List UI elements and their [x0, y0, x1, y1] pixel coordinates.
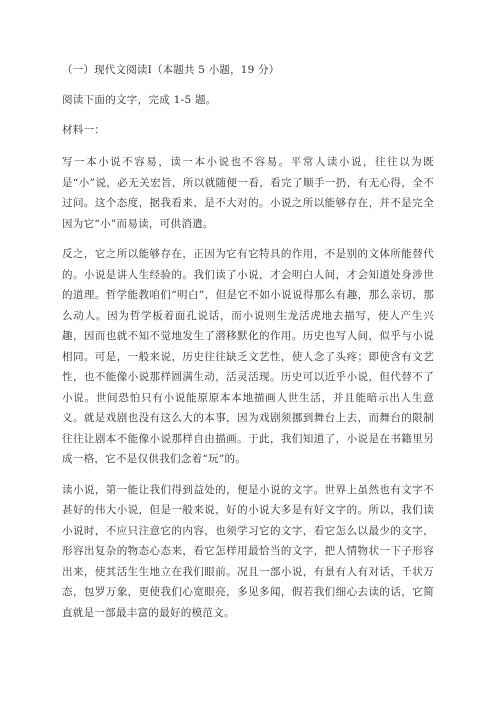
paragraph-1: 写一本小说不容易，读一本小说也不容易。平常人读小说，往往以为既是“小”说，必无关宏旨，所以就随便一看，看完了顺手一扔，有无心得，全不过问。这个态度，据我看来，是不大对的。小说之所以能够存在，并不是完全因为它“小”而易读，可供消遣。: [62, 156, 434, 230]
section-heading: （一）现代文阅读Ⅰ（本题共 5 小题，19 分）: [62, 64, 280, 76]
instruction-text: 阅读下面的文字，完成 1-5 题。: [62, 94, 217, 106]
document-page: [62, 62, 434, 633]
paragraph-2: 反之，它之所以能够存在，正因为它有它特具的作用，不是别的文体所能替代的。小说是讲人生经验的。我们读了小说，才会明白人间，才会知道处身涉世的道理。哲学能教咱们“明白”，但是它不如小说说得那么有趣，那么亲切，那么动人。因为哲学板着面孔说话，而小说则生龙活虎地去描写，使人产生兴趣，因而也就不知不觉地发生了潜移默化的作用。历史也写人间，似乎与小说相同。可是，一般来说，历史往往缺乏文艺性，使人念了头疼；即使含有文艺性，也不能像小说那样圆满生动，活灵活现。历史可以近乎小说，但代替不了小说。世间恐怕只有小说能原原本本地描画人世生活，并且能暗示出人生意义。就是戏剧也没有这么大的本事，因为戏剧须挪到舞台上去，而舞台的限制往往让剧本不能像小说那样自由描画。于此，我们知道了，小说是在书籍里另成一格，它不是仅供我们念着“玩”的。: [62, 248, 434, 465]
paragraph-3: 读小说，第一能让我们得到益处的，便是小说的文字。世界上虽然也有文字不甚好的伟大小说，但是一般来说，好的小说大多是有好文字的。所以，我们读小说时，不应只注意它的内容，也须学习它的文字，看它怎么以最少的文字，形容出复杂的物态心态来，看它怎样用最恰当的文字，把人情物状一下子形容出来，使其活生生地立在我们眼前。况且一部小说，有景有人有对话，千状万态，包罗万象，更使我们心宽眼亮，多见多闻，假若我们细心去读的话，它简直就是一部最丰富的最好的模范文。: [62, 483, 434, 619]
material-label: 材料一：: [62, 124, 106, 136]
